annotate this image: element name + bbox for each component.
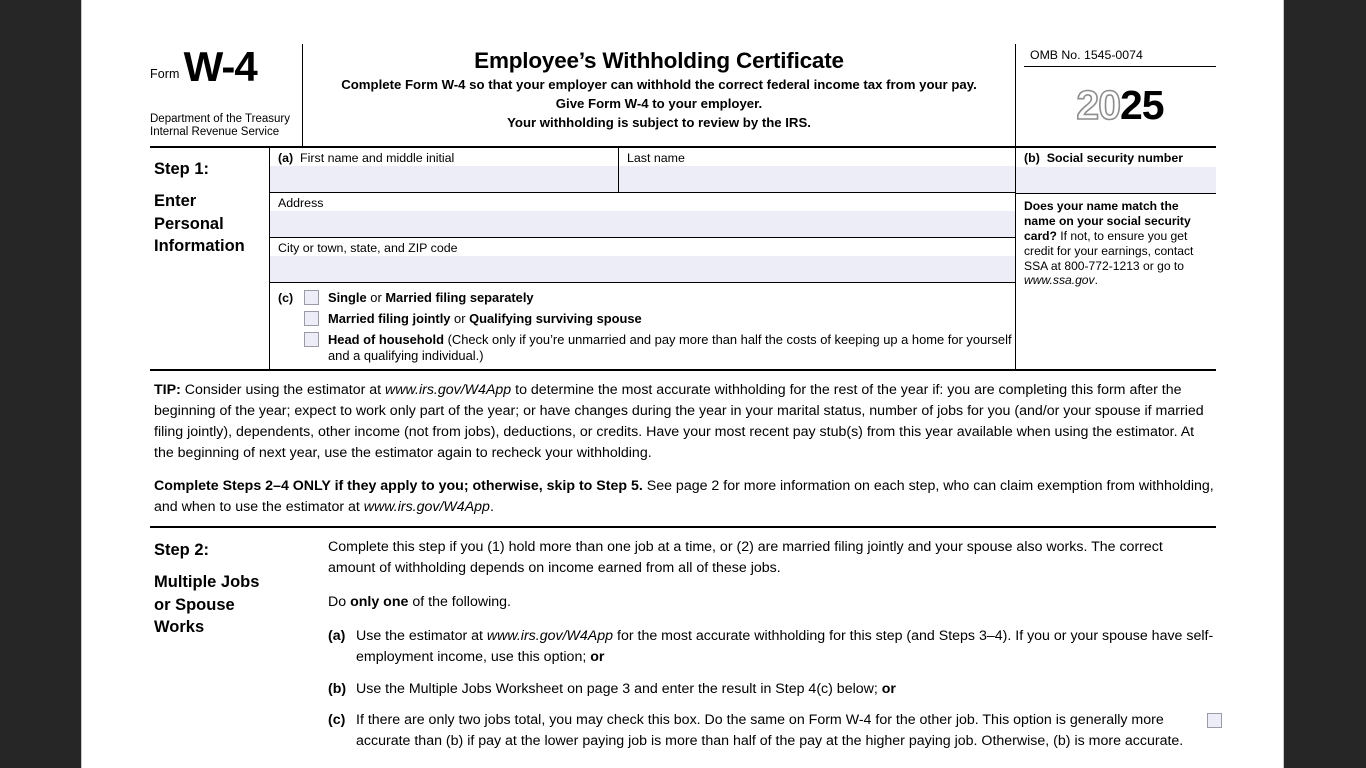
step-2-option-c-key: (c) (328, 712, 346, 729)
filing-option-hoh-tail: (Check only if you’re unmarried and pay more than half the costs of keeping up a home for yourself and a qualifying individual.) (328, 332, 1012, 363)
address-field-group (270, 193, 1015, 238)
omb-year-block (1016, 44, 1216, 146)
tip-body-post: to determine the most accurate withholding for the rest of the year if: you are completing this form after the beginning of the year; expect to work only part of the year; or have changes during the year in your marital status, number of jobs for you (and/or your spouse if married filing jointly), dependents, other income (not from jobs), deductions, or credits. Have your most recent pay stub(s) from this year available when using the estimator. At the beginning of next year, use the estimator again to recheck your withholding. (154, 381, 1204, 461)
step-2-sub-1: Multiple Jobs (154, 572, 260, 591)
step-2-option-c (328, 710, 1214, 752)
department-line-1: Department of the Treasury (150, 112, 290, 125)
checkbox-single-icon[interactable] (304, 290, 319, 305)
checkbox-two-jobs-total-icon[interactable] (1207, 713, 1222, 728)
address-input[interactable] (270, 211, 1015, 237)
ssn-block (1015, 148, 1216, 369)
form-header (150, 44, 1216, 148)
step-2-label (150, 537, 270, 763)
step-1-heading: Step 1: (154, 160, 210, 178)
step-2-option-c-text: If there are only two jobs total, you may check this box. Do the same on Form W-4 for the other job. This option is generally more accurate than (b) if pay at the lower paying job is more than half of the pay at the higher paying job. Otherwise, (b) is more accurate. (356, 712, 1184, 750)
step-1-sub-2: Personal (154, 214, 224, 233)
filing-option-single-bold2: Married filing separately (385, 290, 534, 305)
form-identity-block (150, 44, 303, 146)
ssn-note-end: . (1094, 273, 1098, 288)
ssn-key: (b) (1024, 151, 1040, 165)
tip-body-pre: Consider using the estimator at (180, 381, 386, 398)
do-one-post: of the following. (408, 593, 511, 610)
step-2-body (270, 537, 1216, 763)
step-2-sub-3: Works (154, 618, 205, 637)
form-title-block (303, 44, 1016, 146)
step-1-sub-1: Enter (154, 191, 197, 210)
last-name-field-group (619, 148, 1015, 192)
step-2-option-a (328, 626, 1214, 668)
step-2-heading: Step 2: (154, 541, 210, 560)
step-1-label (150, 148, 270, 369)
form-number: W-4 (183, 43, 257, 90)
step-2-option-a-pre: Use the estimator at (356, 627, 487, 644)
step-2-do-only-one (328, 592, 1214, 613)
ssa-website-link[interactable]: www.ssa.gov (1024, 273, 1095, 288)
filing-status-group (270, 283, 1015, 369)
filing-option-joint-plain: or (450, 311, 470, 327)
tip-lead: TIP: (154, 381, 181, 398)
tip-section (150, 371, 1216, 526)
ssn-note-body: If not, to ensure you get credit for your earnings, contact SSA at 800-772-1213 or go to (1024, 228, 1194, 273)
document-page (82, 0, 1283, 768)
step-2-intro: Complete this step if you (1) hold more than one job at a time, or (2) are married filing jointly and your spouse also works. The correct amount of withholding depends on income earned from all of these jobs. (328, 539, 1163, 576)
checkbox-married-jointly-icon[interactable] (304, 311, 319, 326)
do-one-pre: Do (328, 593, 351, 610)
step-1-section (150, 148, 1216, 371)
step-1-fields (270, 148, 1015, 369)
irs-estimator-link-option-a[interactable]: www.irs.gov/W4App (486, 627, 614, 644)
filing-option-head-of-household[interactable] (304, 332, 1015, 362)
issuing-department (150, 113, 290, 140)
complete-steps-note (154, 476, 1214, 518)
irs-estimator-link-tip[interactable]: www.irs.gov/W4App (385, 381, 512, 398)
city-input[interactable] (270, 256, 1015, 282)
filing-option-hoh-bold1: Head of household (328, 332, 445, 348)
irs-estimator-link-note[interactable]: www.irs.gov/W4App (363, 499, 490, 516)
step-2-option-b (328, 679, 1214, 700)
step-2-section (150, 528, 1216, 763)
w4-form (150, 44, 1216, 763)
ssn-note-question: Does your name match the name on your social security card? (1024, 199, 1191, 243)
filing-option-single[interactable] (304, 290, 1015, 305)
omb-number: OMB No. 1545-0074 (1024, 44, 1216, 67)
complete-steps-bold: Complete Steps 2–4 ONLY if they apply to you; otherwise, skip to Step 5. (154, 478, 643, 495)
filing-option-joint-bold1: Married filing jointly (328, 311, 451, 327)
tax-year-prefix: 20 (1076, 82, 1120, 128)
subtitle-line-1: Complete Form W-4 so that your employer can withhold the correct federal income tax from your pay. (341, 77, 977, 93)
step-2-option-b-key: (b) (328, 680, 347, 697)
step-2-option-a-or: or (590, 648, 605, 665)
subtitle-line-2: Give Form W-4 to your employer. (555, 96, 763, 112)
last-name-label: Last name (627, 151, 685, 165)
page-title: Employee’s Withholding Certificate (474, 48, 844, 73)
filing-status-key: (c) (278, 291, 294, 305)
tip-paragraph (154, 380, 1214, 464)
form-label: Form (150, 66, 180, 81)
filing-option-single-plain: or (366, 290, 386, 305)
step-2-option-a-post: for the most accurate withholding for this step (and Steps 3–4). If you or your spouse have self-employment income, use this option; (356, 627, 1214, 665)
ssn-label: Social security number (1046, 151, 1184, 165)
ssn-input[interactable] (1016, 167, 1216, 193)
step-2-sub-2: or Spouse (154, 595, 235, 614)
filing-option-single-bold1: Single (328, 290, 367, 305)
first-name-input[interactable] (270, 166, 618, 192)
filing-option-joint-bold2: Qualifying surviving spouse (469, 311, 642, 327)
tax-year (1076, 82, 1164, 128)
city-field-group (270, 238, 1015, 283)
checkbox-head-of-household-icon[interactable] (304, 332, 319, 347)
step-1-sub-3: Information (154, 237, 245, 256)
last-name-input[interactable] (619, 166, 1015, 192)
filing-option-joint[interactable] (304, 311, 1015, 326)
first-name-label: First name and middle initial (300, 151, 455, 165)
ssn-help-note (1016, 193, 1216, 292)
tax-year-suffix: 25 (1120, 82, 1164, 128)
step-2-option-b-text: Use the Multiple Jobs Worksheet on page 3 and enter the result in Step 4(c) below; (356, 680, 882, 697)
complete-steps-plain: See page 2 for more information on each step, who can claim exemption from withholding, and when to use the estimator at (154, 478, 1214, 516)
step-2-option-a-key: (a) (328, 627, 346, 644)
complete-steps-tail: . (489, 499, 494, 516)
city-label: City or town, state, and ZIP code (278, 241, 458, 255)
do-one-bold: only one (350, 593, 409, 610)
department-line-2: Internal Revenue Service (150, 126, 280, 139)
address-label: Address (278, 196, 324, 210)
first-name-key: (a) (278, 151, 294, 165)
subtitle-line-3: Your withholding is subject to review by the IRS. (507, 115, 811, 131)
step-2-option-b-or: or (881, 680, 896, 697)
first-name-field-group (270, 148, 619, 192)
ssn-caption (1016, 148, 1216, 167)
